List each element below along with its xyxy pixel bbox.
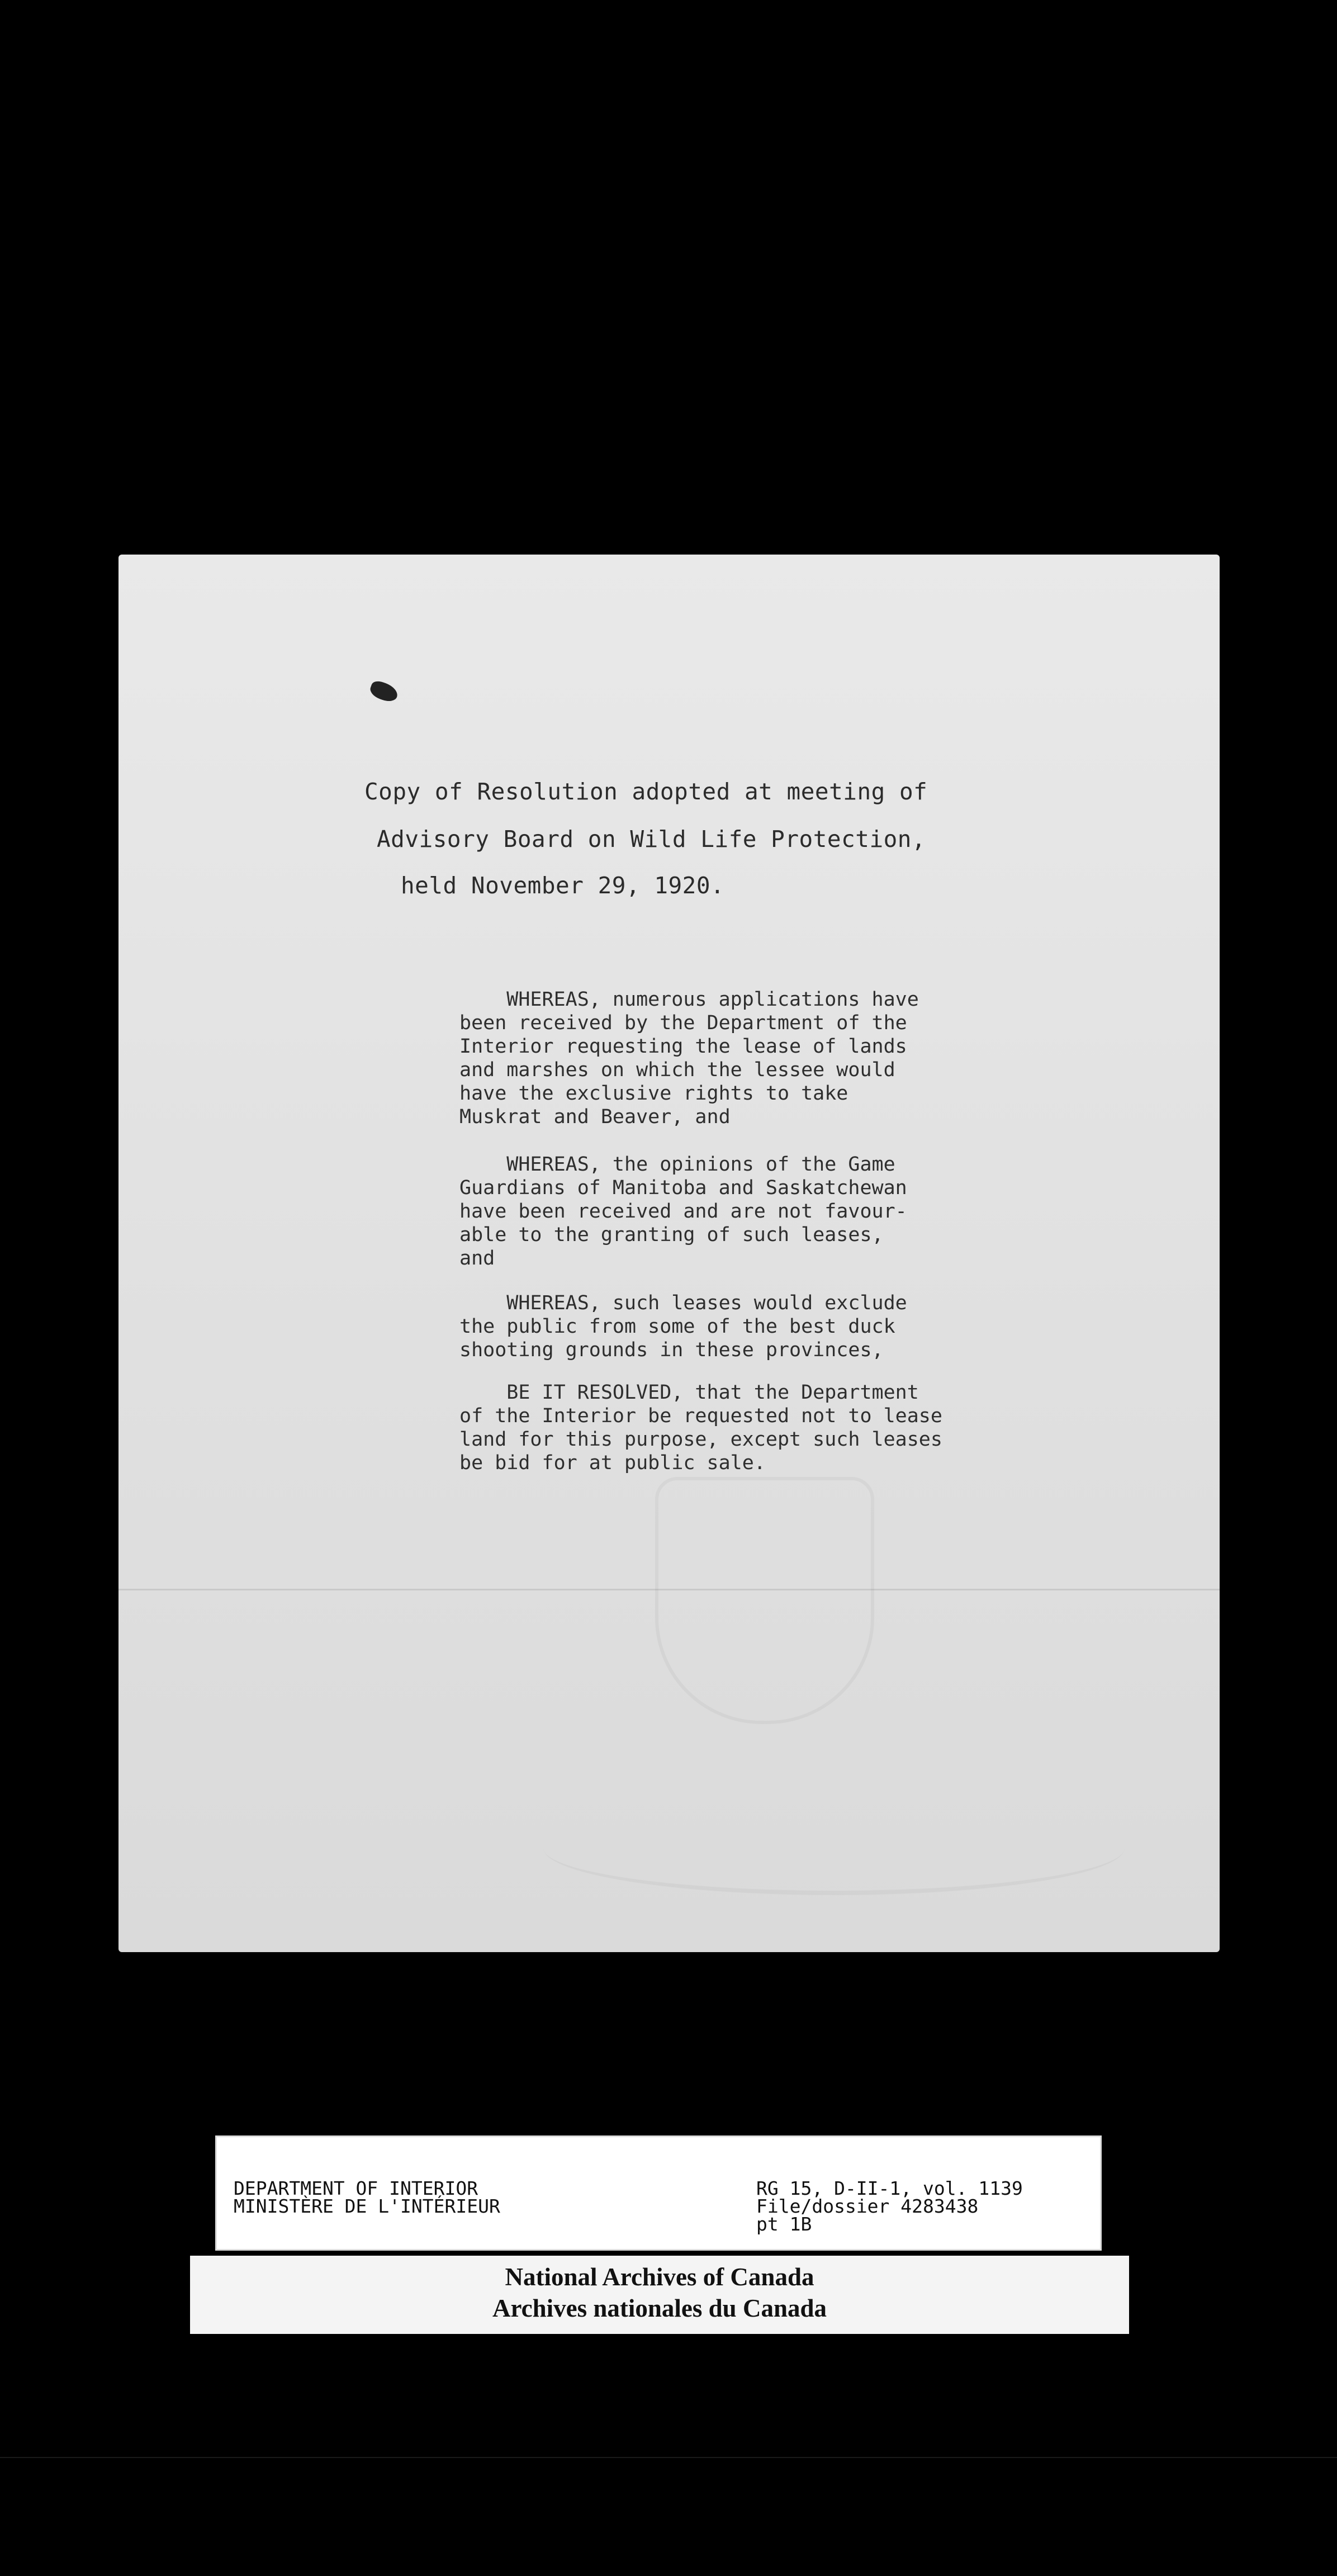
department-english: DEPARTMENT OF INTERIOR bbox=[234, 2177, 478, 2199]
faint-seal-watermark bbox=[655, 1477, 874, 1724]
ink-smudge bbox=[368, 679, 400, 704]
archive-reference-label bbox=[215, 2135, 1102, 2251]
title-line-2: Advisory Board on Wild Life Protection, bbox=[377, 826, 926, 853]
text-line: able to the granting of such leases, bbox=[459, 1224, 884, 1246]
text-line: WHEREAS, the opinions of the Game bbox=[459, 1153, 895, 1176]
paragraph-whereas-3 bbox=[459, 1291, 1186, 1362]
text-line: BE IT RESOLVED, that the Department bbox=[459, 1381, 919, 1404]
archive-name-french: Archives nationales du Canada bbox=[492, 2294, 827, 2322]
faint-signature-watermark bbox=[543, 1801, 1125, 1895]
text-line: land for this purpose, except such leases bbox=[459, 1428, 942, 1451]
title-line-1: Copy of Resolution adopted at meeting of bbox=[364, 778, 928, 805]
paragraph-resolved bbox=[459, 1381, 1186, 1475]
paragraph-whereas-2 bbox=[459, 1153, 1186, 1270]
text-line: WHEREAS, numerous applications have bbox=[459, 988, 919, 1011]
title-line-3: held November 29, 1920. bbox=[401, 872, 725, 899]
text-line: of the Interior be requested not to lease bbox=[459, 1405, 942, 1427]
film-edge-line bbox=[0, 2457, 1337, 2458]
archive-banner bbox=[190, 2256, 1129, 2334]
part-ref: pt 1B bbox=[756, 2213, 812, 2235]
text-line: have the exclusive rights to take bbox=[459, 1082, 848, 1105]
text-line: shooting grounds in these provinces, bbox=[459, 1339, 884, 1361]
paragraph-whereas-1 bbox=[459, 988, 1186, 1129]
text-line: have been received and are not favour- bbox=[459, 1200, 907, 1223]
text-line: WHEREAS, such leases would exclude bbox=[459, 1292, 907, 1314]
archive-name-english: National Archives of Canada bbox=[505, 2263, 814, 2291]
text-line: been received by the Department of the bbox=[459, 1012, 907, 1034]
text-line: and bbox=[459, 1247, 495, 1270]
text-line: Muskrat and Beaver, and bbox=[459, 1106, 731, 1128]
document-page bbox=[118, 555, 1220, 1952]
text-line: and marshes on which the lessee would bbox=[459, 1059, 895, 1081]
text-line: be bid for at public sale. bbox=[459, 1452, 766, 1474]
record-group-ref: RG 15, D-II-1, vol. 1139 bbox=[756, 2177, 1023, 2199]
file-dossier-ref: File/dossier 4283438 bbox=[756, 2195, 979, 2217]
department-french: MINISTÈRE DE L'INTÉRIEUR bbox=[234, 2195, 500, 2217]
text-line: Guardians of Manitoba and Saskatchewan bbox=[459, 1177, 907, 1199]
text-line: Interior requesting the lease of lands bbox=[459, 1035, 907, 1058]
text-line: the public from some of the best duck bbox=[459, 1315, 895, 1338]
